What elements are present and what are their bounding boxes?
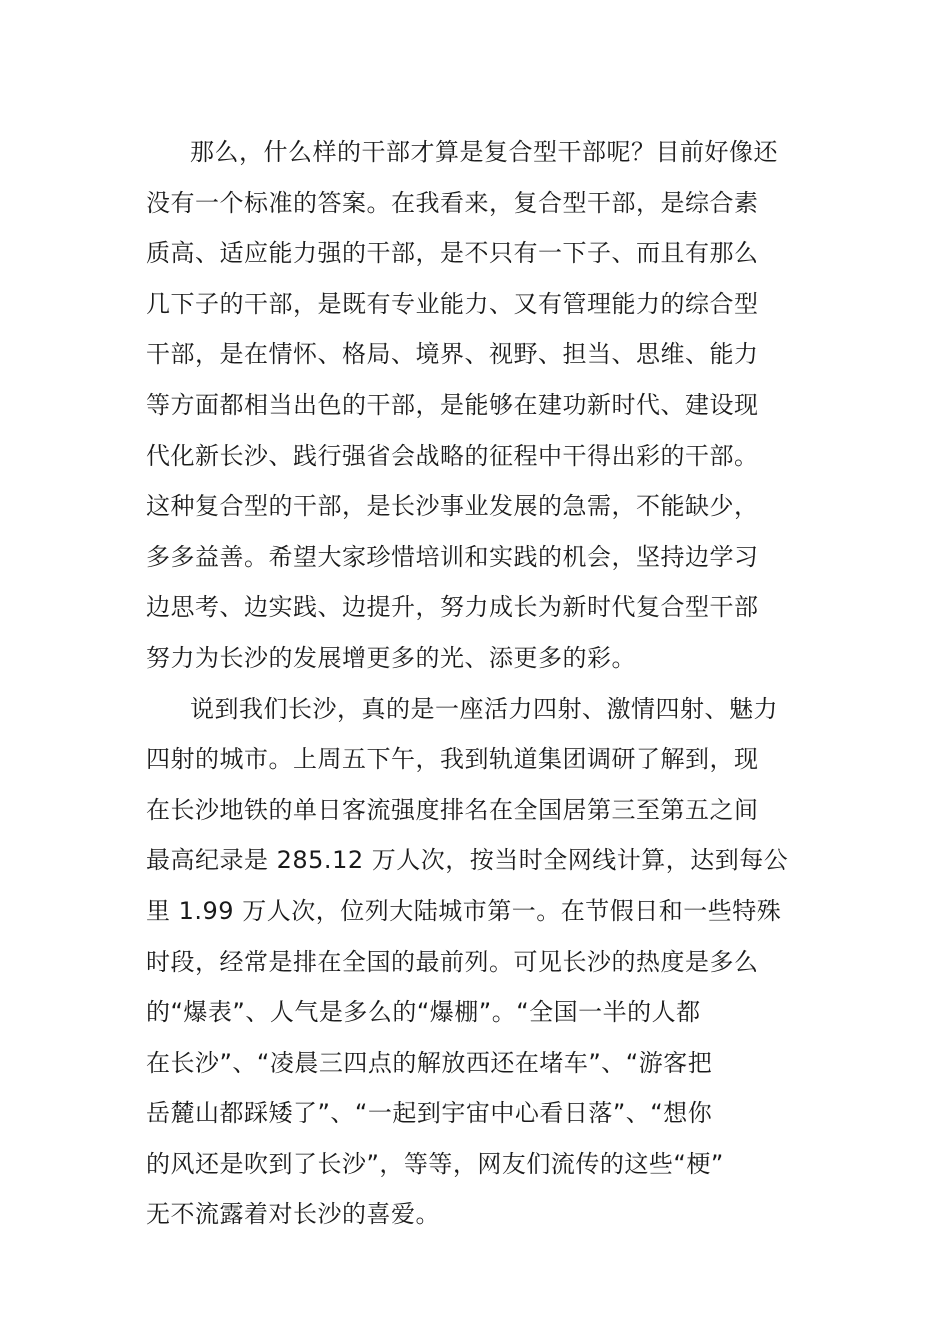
text-line: 努力为长沙的发展增更多的光、添更多的彩。 (146, 643, 636, 672)
text-line: 岳麓山都踩矮了”、“一起到宇宙中心看日落”、“想你 (146, 1099, 713, 1128)
text-line: 没有一个标准的答案。在我看来，复合型干部，是综合素 (146, 188, 759, 217)
text-line: 无不流露着对长沙的喜爱。 (146, 1200, 440, 1229)
text-line: 的“爆表”、人气是多么的“爆棚”。“全国一半的人都 (146, 998, 701, 1027)
text-line: 说到我们长沙，真的是一座活力四射、激情四射、魅力 (190, 694, 778, 723)
text-line: 质高、适应能力强的干部，是不只有一下子、而且有那么 (146, 239, 759, 268)
text-line: 边思考、边实践、边提升，努力成长为新时代复合型干部 (146, 593, 759, 622)
text-line: 四射的城市。上周五下午，我到轨道集团调研了解到，现 (146, 745, 759, 774)
text-line: 最高纪录是 285.12 万人次，按当时全网线计算，达到每公 (146, 846, 789, 875)
text-line: 在长沙”、“凌晨三四点的解放西还在堵车”、“游客把 (146, 1048, 713, 1077)
document-body (146, 127, 806, 1240)
paragraph-1 (146, 127, 806, 684)
text-line: 时段，经常是排在全国的最前列。可见长沙的热度是多么 (146, 947, 759, 976)
text-line: 那么，什么样的干部才算是复合型干部呢？目前好像还 (190, 138, 778, 166)
text-line: 几下子的干部，是既有专业能力、又有管理能力的综合型 (146, 289, 759, 318)
text-line: 这种复合型的干部，是长沙事业发展的急需，不能缺少， (146, 492, 759, 521)
text-line: 等方面都相当出色的干部，是能够在建功新时代、建设现 (146, 390, 759, 419)
text-line: 干部，是在情怀、格局、境界、视野、担当、思维、能力 (146, 340, 759, 369)
text-line: 代化新长沙、践行强省会战略的征程中干得出彩的干部。 (146, 441, 759, 470)
text-line: 的风还是吹到了长沙”，等等，网友们流传的这些“梗” (146, 1149, 724, 1178)
text-line: 多多益善。希望大家珍惜培训和实践的机会，坚持边学习 (146, 542, 759, 571)
paragraph-2 (146, 684, 806, 1241)
text-line: 里 1.99 万人次，位列大陆城市第一。在节假日和一些特殊 (146, 896, 782, 925)
text-line: 在长沙地铁的单日客流强度排名在全国居第三至第五之间 (146, 795, 759, 824)
